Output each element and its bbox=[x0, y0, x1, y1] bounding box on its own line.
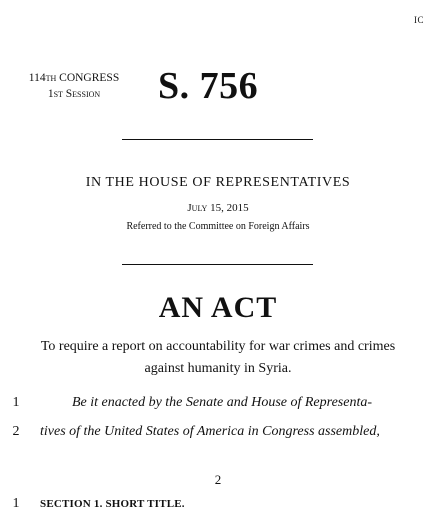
bill-number: S. 756 bbox=[158, 65, 259, 107]
line-number: 2 bbox=[12, 424, 20, 439]
enacting-clause-line: Be it enacted by the Senate and House of Representa- bbox=[72, 395, 372, 410]
page-number: 2 bbox=[214, 472, 222, 487]
document-control-mark: IC bbox=[414, 15, 424, 25]
committee-referral: Referred to the Committee on Foreign Affairs bbox=[126, 221, 310, 232]
line-number: 1 bbox=[12, 496, 20, 511]
section-heading: SECTION 1. SHORT TITLE. bbox=[40, 498, 185, 510]
act-title: AN ACT bbox=[158, 291, 278, 324]
session-number: 1st Session bbox=[47, 88, 101, 100]
chamber-heading: IN THE HOUSE OF REPRESENTATIVES bbox=[85, 175, 351, 190]
referral-date: July 15, 2015 bbox=[187, 202, 249, 214]
congress-number: 114th CONGRESS bbox=[28, 72, 120, 84]
act-purpose: To require a report on accountability for war crimes and crimes against humanity in Syria. bbox=[40, 339, 396, 376]
divider-top bbox=[122, 139, 313, 140]
line-number: 1 bbox=[12, 395, 20, 410]
congress-session-block bbox=[14, 70, 134, 102]
divider-bottom bbox=[122, 264, 313, 265]
enacting-clause-line: tives of the United States of America in Congress assembled, bbox=[40, 424, 380, 439]
